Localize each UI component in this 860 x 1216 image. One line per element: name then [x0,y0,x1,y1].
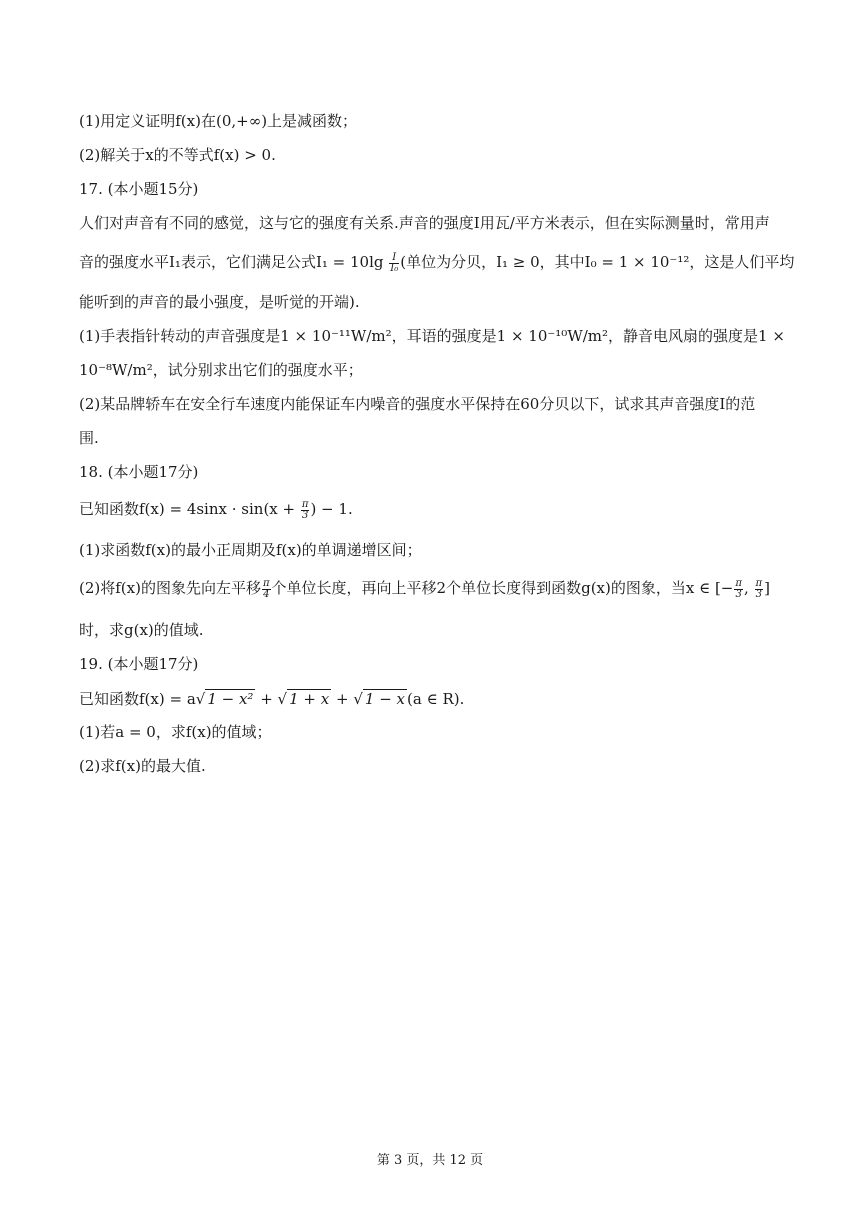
q17-header: 17. (本小题15分) [79,180,199,198]
q18-header: 18. (本小题17分) [79,463,199,481]
q18-part1: (1)求函数f(x)的最小正周期及f(x)的单调递增区间； [79,541,422,559]
fraction: $\frac{\pi}{3}$ [755,577,763,600]
q19-stem: 已知函数f(x) = a√ 1 − x² + √ 1 + x + √ 1 − x (a ∈ R). [79,690,465,708]
q19-header: 19. (本小题17分) [79,655,199,673]
q17-part1-line2: 10⁻⁸W/m²，试分别求出它们的强度水平； [79,361,363,379]
q16-part2: (2)解关于x的不等式f(x) > 0. [79,146,276,164]
q18-part2-line1: (2)将f(x)的图象先向左平移 $\frac{\pi}{4}$ 个单位长度，再向上平移2个单位长度得到函数g(x)的图象，当x ∈ [− $\frac{\pi}{3}$ , $\frac{\pi}{3}$ ] [79,577,770,600]
q17-part2-line1: (2)某品牌轿车在安全行车速度内能保证车内噪音的强度水平保持在60分贝以下，试求其声音强度I的范 [79,395,756,413]
q17-part1-line1: (1)手表指针转动的声音强度是1 × 10⁻¹¹W/m²，耳语的强度是1 × 10⁻¹⁰W/m²，静音电风扇的强度是1 × [79,327,785,345]
fraction: $\frac{\pi}{3}$ [301,498,309,521]
fraction: $\frac{I}{\text{I₀}}$ [390,251,399,274]
fraction: $\frac{\pi}{3}$ [735,577,742,600]
page-footer: 第 3 页，共 12 页 [376,1153,484,1168]
q18-part2-line2: 时，求g(x)的值域. [79,621,204,639]
q17-intro-line3: 能听到的声音的最小强度，是听觉的开端). [79,293,360,311]
q19-part1: (1)若a = 0，求f(x)的值域； [79,723,272,741]
q18-stem: 已知函数f(x) = 4sinx · sin(x + $\frac{\pi}{3}$ ) − 1. [79,498,353,521]
q17-intro-line1: 人们对声音有不同的感觉，这与它的强度有关系.声音的强度I用瓦/平方米表示，但在实际测量时，常用声 [79,214,770,232]
q17-part2-line2: 围. [79,429,99,447]
q19-part2: (2)求f(x)的最大值. [79,757,206,775]
q17-intro-line2: 音的强度水平I₁表示，它们满足公式I₁ = 10lg $\frac{I}{\text{I₀}}$ (单位为分贝，I₁ ≥ 0，其中I₀ = 1 × 10⁻¹²，这是人们平均 [79,251,795,274]
q16-part1: (1)用定义证明f(x)在(0,+∞)上是减函数； [79,112,358,130]
fraction: $\frac{\pi}{4}$ [262,577,270,600]
